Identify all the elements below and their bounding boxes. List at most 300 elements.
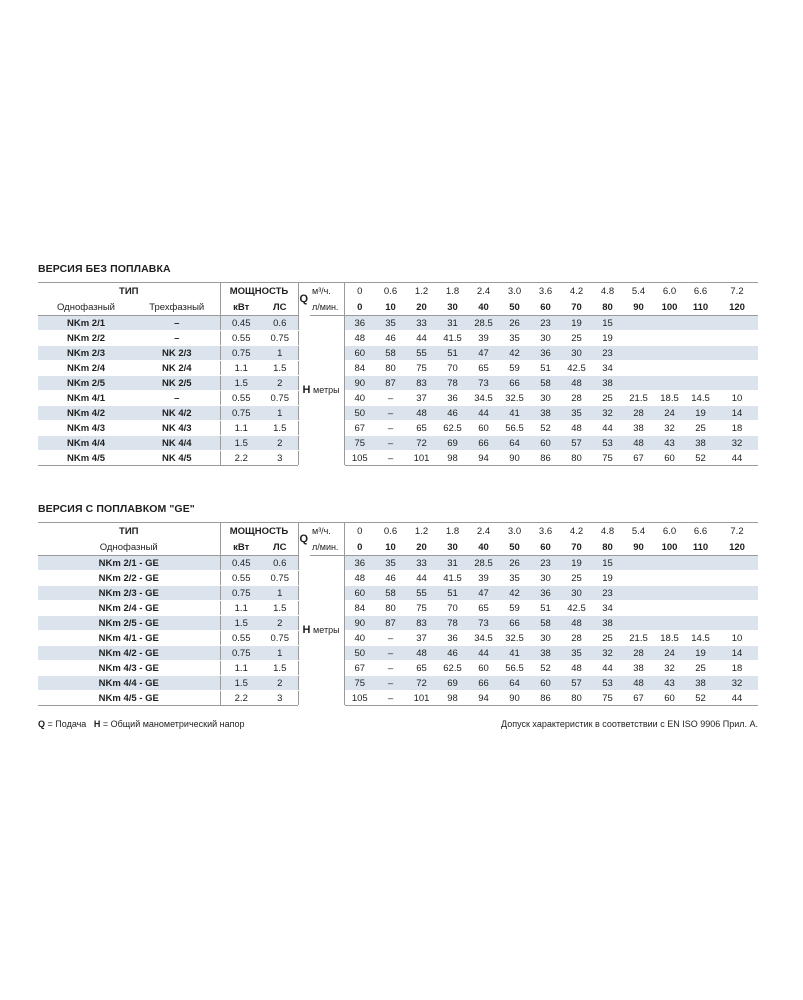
head-value: 105: [344, 691, 375, 706]
model-single-phase: NKm 4/2 - GE: [38, 646, 220, 661]
head-value: 14: [716, 406, 758, 421]
head-value: 65: [468, 361, 499, 376]
head-value: 32: [592, 406, 623, 421]
head-value: 41: [499, 406, 530, 421]
head-value: 33: [406, 556, 437, 571]
flow-m3h-value: 1.8: [437, 523, 468, 540]
flow-lmin-value: 110: [685, 539, 716, 556]
power-kw: 0.55: [220, 391, 262, 406]
power-hp: 0.75: [262, 571, 298, 586]
model-three-phase: NK 2/4: [134, 361, 220, 376]
head-value: [654, 601, 685, 616]
power-hp: 0.75: [262, 631, 298, 646]
table-row: [38, 331, 758, 346]
head-value: 48: [344, 331, 375, 346]
head-value: 60: [654, 451, 685, 466]
head-value: 44: [468, 646, 499, 661]
flow-m3h-value: 1.8: [437, 283, 468, 300]
flow-m3h-value: 3.0: [499, 523, 530, 540]
head-value: 66: [499, 376, 530, 391]
head-value: 69: [437, 676, 468, 691]
power-hp: 2: [262, 376, 298, 391]
power-kw: 0.45: [220, 316, 262, 331]
head-value: [623, 361, 654, 376]
head-value: 51: [530, 361, 561, 376]
head-value: 23: [530, 316, 561, 331]
power-header: МОЩНОСТЬ: [220, 523, 298, 540]
flow-m3h-value: 6.0: [654, 523, 685, 540]
head-value: 48: [561, 421, 592, 436]
head-value: 58: [530, 376, 561, 391]
head-value: [716, 571, 758, 586]
head-value: 33: [406, 316, 437, 331]
head-value: [623, 616, 654, 631]
head-value: 67: [623, 691, 654, 706]
head-value: 44: [716, 691, 758, 706]
head-value: 48: [561, 661, 592, 676]
head-value: 43: [654, 676, 685, 691]
head-value: [654, 571, 685, 586]
head-value: 18: [716, 421, 758, 436]
head-value: 58: [375, 346, 406, 361]
power-hp: 3: [262, 691, 298, 706]
table-row: [38, 346, 758, 361]
head-value: 48: [344, 571, 375, 586]
head-value: 32: [716, 436, 758, 451]
head-value: [654, 556, 685, 571]
head-value: 52: [530, 661, 561, 676]
head-value: 46: [437, 646, 468, 661]
flow-lmin-value: 30: [437, 299, 468, 316]
head-value: 15: [592, 316, 623, 331]
head-value: 40: [344, 391, 375, 406]
head-value: 18.5: [654, 631, 685, 646]
head-value: 19: [592, 571, 623, 586]
model-single-phase: NKm 2/4: [38, 361, 134, 376]
unit-m3-label: [310, 283, 344, 300]
flow-lmin-value: 20: [406, 539, 437, 556]
head-value: 75: [344, 676, 375, 691]
head-value: 30: [530, 631, 561, 646]
head-value: 52: [530, 421, 561, 436]
flow-m3h-value: 7.2: [716, 283, 758, 300]
head-value: –: [375, 661, 406, 676]
head-value: 90: [499, 451, 530, 466]
power-kw: 0.45: [220, 556, 262, 571]
head-value: 35: [561, 406, 592, 421]
table-row: [38, 661, 758, 676]
performance-table: [38, 522, 758, 706]
power-hp: 2: [262, 436, 298, 451]
head-value: 48: [561, 376, 592, 391]
head-value: 58: [375, 586, 406, 601]
head-value: 25: [561, 571, 592, 586]
head-value: 101: [406, 451, 437, 466]
head-value: 46: [375, 571, 406, 586]
flow-m3h-value: 6.6: [685, 283, 716, 300]
head-value: 35: [561, 646, 592, 661]
flow-m3h-value: 1.2: [406, 523, 437, 540]
flow-lmin-value: 90: [623, 539, 654, 556]
flow-m3h-value: 5.4: [623, 523, 654, 540]
head-value: 38: [592, 616, 623, 631]
head-value: [716, 616, 758, 631]
head-value: 42: [499, 586, 530, 601]
power-kw: 0.55: [220, 571, 262, 586]
head-value: –: [375, 406, 406, 421]
head-value: 48: [561, 616, 592, 631]
head-value: [685, 556, 716, 571]
table-row: [38, 631, 758, 646]
model-three-phase: NK 4/5: [134, 451, 220, 466]
power-hp: 1: [262, 346, 298, 361]
flow-m3h-value: 0.6: [375, 523, 406, 540]
head-value: 34.5: [468, 631, 499, 646]
flow-m3h-value: 4.2: [561, 523, 592, 540]
head-value: [685, 616, 716, 631]
head-value: 87: [375, 376, 406, 391]
unit-lmin-label: л/мин.: [310, 299, 344, 316]
head-value: [716, 556, 758, 571]
power-kw: 2.2: [220, 451, 262, 466]
head-value: 60: [468, 661, 499, 676]
head-value: 32.5: [499, 391, 530, 406]
head-value: –: [375, 631, 406, 646]
model-single-phase: NKm 2/4 - GE: [38, 601, 220, 616]
head-value: 44: [592, 661, 623, 676]
head-value: 14.5: [685, 631, 716, 646]
model-single-phase: NKm 2/2 - GE: [38, 571, 220, 586]
head-value: [685, 331, 716, 346]
flow-m3h-value: 0.6: [375, 283, 406, 300]
head-value: 14: [716, 646, 758, 661]
power-kw: 0.75: [220, 586, 262, 601]
head-value: 72: [406, 436, 437, 451]
head-value: 53: [592, 436, 623, 451]
head-value: 36: [530, 346, 561, 361]
flow-lmin-value: 40: [468, 539, 499, 556]
head-value: 55: [406, 346, 437, 361]
table-row: [38, 676, 758, 691]
head-value: [685, 571, 716, 586]
flow-m3h-value: 3.0: [499, 283, 530, 300]
table-row: [38, 616, 758, 631]
power-kw: 0.75: [220, 406, 262, 421]
model-three-phase: NK 2/3: [134, 346, 220, 361]
table-row: [38, 316, 758, 331]
head-value: [654, 331, 685, 346]
head-value: 52: [685, 691, 716, 706]
head-value: 37: [406, 631, 437, 646]
table-row: [38, 691, 758, 706]
head-value: 14.5: [685, 391, 716, 406]
flow-lmin-value: 90: [623, 299, 654, 316]
head-value: 38: [685, 436, 716, 451]
section-title: ВЕРСИЯ БЕЗ ПОПЛАВКА: [38, 263, 171, 275]
head-value: 44: [716, 451, 758, 466]
head-value: 37: [406, 391, 437, 406]
head-value: 34.5: [468, 391, 499, 406]
section-with-float-ge: [38, 502, 758, 706]
head-value: 19: [685, 646, 716, 661]
head-value: 67: [623, 451, 654, 466]
head-value: 58: [530, 616, 561, 631]
power-kw: 0.75: [220, 646, 262, 661]
model-single-phase: NKm 4/5: [38, 451, 134, 466]
head-value: 26: [499, 316, 530, 331]
head-value: 28.5: [468, 556, 499, 571]
head-value: 25: [685, 661, 716, 676]
flow-m3h-value: 6.6: [685, 523, 716, 540]
flow-m3h-value: 6.0: [654, 283, 685, 300]
head-value: 24: [654, 646, 685, 661]
head-value: 34: [592, 601, 623, 616]
head-value: 48: [623, 436, 654, 451]
head-value: 30: [530, 571, 561, 586]
head-value: 25: [561, 331, 592, 346]
q-label: Q: [298, 283, 310, 316]
power-hp: 1.5: [262, 661, 298, 676]
head-value: 60: [344, 346, 375, 361]
head-value: 35: [499, 571, 530, 586]
head-value: 25: [685, 421, 716, 436]
head-value: 75: [592, 451, 623, 466]
head-value: 36: [344, 556, 375, 571]
head-value: 59: [499, 601, 530, 616]
head-value: 55: [406, 586, 437, 601]
head-value: [716, 331, 758, 346]
head-value: 75: [344, 436, 375, 451]
head-value: [716, 361, 758, 376]
head-value: 67: [344, 421, 375, 436]
model-single-phase: NKm 2/1 - GE: [38, 556, 220, 571]
head-value: –: [375, 436, 406, 451]
head-value: 86: [530, 451, 561, 466]
power-kw: 1.5: [220, 616, 262, 631]
head-value: 80: [375, 601, 406, 616]
head-value: 53: [592, 676, 623, 691]
head-value: 32: [654, 421, 685, 436]
performance-table: [38, 282, 758, 466]
head-value: [716, 601, 758, 616]
head-value: 35: [375, 316, 406, 331]
head-value: 41.5: [437, 571, 468, 586]
head-value: 98: [437, 451, 468, 466]
head-value: 64: [499, 676, 530, 691]
head-value: 41: [499, 646, 530, 661]
single-phase-header: Однофазный: [38, 539, 220, 556]
head-value: 98: [437, 691, 468, 706]
flow-m3h-value: 2.4: [468, 283, 499, 300]
model-single-phase: NKm 4/2: [38, 406, 134, 421]
head-value: 75: [406, 361, 437, 376]
head-value: 60: [530, 436, 561, 451]
head-value: 19: [592, 331, 623, 346]
flow-lmin-value: 80: [592, 539, 623, 556]
head-value: 44: [592, 421, 623, 436]
power-hp: 0.6: [262, 316, 298, 331]
head-value: 86: [530, 691, 561, 706]
head-value: 21.5: [623, 631, 654, 646]
model-single-phase: NKm 4/5 - GE: [38, 691, 220, 706]
head-value: 44: [406, 571, 437, 586]
head-value: 90: [344, 376, 375, 391]
head-value: [685, 346, 716, 361]
h-unit: метры: [313, 625, 340, 635]
head-value: 57: [561, 436, 592, 451]
power-kw: 1.1: [220, 661, 262, 676]
head-value: [654, 616, 685, 631]
table-row: [38, 361, 758, 376]
head-value: 26: [499, 556, 530, 571]
head-value: 66: [468, 676, 499, 691]
flow-lmin-value: 50: [499, 539, 530, 556]
head-value: 18: [716, 661, 758, 676]
head-value: 59: [499, 361, 530, 376]
h-unit: метры: [313, 385, 340, 395]
head-value: 42.5: [561, 361, 592, 376]
flow-m3h-value: 3.6: [530, 523, 561, 540]
head-value: 10: [716, 631, 758, 646]
head-value: 60: [344, 586, 375, 601]
head-value: 51: [437, 346, 468, 361]
head-value: 30: [561, 346, 592, 361]
power-kw: 0.55: [220, 631, 262, 646]
power-hp: 1: [262, 646, 298, 661]
head-value: 57: [561, 676, 592, 691]
head-value: 30: [530, 391, 561, 406]
head-value: 15: [592, 556, 623, 571]
three-phase-header: Трехфазный: [134, 299, 220, 316]
head-value: [623, 346, 654, 361]
flow-lmin-value: 20: [406, 299, 437, 316]
head-value: 64: [499, 436, 530, 451]
head-value: 25: [592, 391, 623, 406]
power-kw: 1.5: [220, 376, 262, 391]
tolerance-note: Допуск характеристик в соответствии с EN ISO 9906 Прил. А.: [501, 719, 758, 729]
head-value: 75: [592, 691, 623, 706]
power-hp: 2: [262, 676, 298, 691]
head-value: 50: [344, 646, 375, 661]
head-value: [685, 376, 716, 391]
flow-lmin-value: 0: [344, 539, 375, 556]
table-row: [38, 391, 758, 406]
head-value: 42: [499, 346, 530, 361]
flow-m3h-value: 3.6: [530, 283, 561, 300]
power-hp: 3: [262, 451, 298, 466]
head-value: 28: [623, 406, 654, 421]
head-value: 83: [406, 376, 437, 391]
head-value: 78: [437, 376, 468, 391]
table-row: [38, 376, 758, 391]
flow-lmin-value: 120: [716, 299, 758, 316]
power-kw: 0.55: [220, 331, 262, 346]
unit-m3-text: м³/ч.: [312, 285, 331, 296]
head-value: 38: [530, 646, 561, 661]
table-row: [38, 646, 758, 661]
head-value: 94: [468, 451, 499, 466]
model-single-phase: NKm 2/5 - GE: [38, 616, 220, 631]
head-value: 36: [437, 631, 468, 646]
head-value: 38: [530, 406, 561, 421]
single-phase-header: Однофазный: [38, 299, 134, 316]
head-value: 51: [530, 601, 561, 616]
model-single-phase: NKm 2/1: [38, 316, 134, 331]
footnote: [38, 717, 758, 731]
head-value: 35: [499, 331, 530, 346]
head-value: 84: [344, 601, 375, 616]
power-hp: 0.75: [262, 391, 298, 406]
q-key: Q: [38, 719, 46, 729]
flow-lmin-value: 10: [375, 299, 406, 316]
head-value: 31: [437, 556, 468, 571]
flow-lmin-value: 70: [561, 539, 592, 556]
model-single-phase: NKm 4/1: [38, 391, 134, 406]
flow-m3h-value: 0: [344, 523, 375, 540]
model-three-phase: NK 2/5: [134, 376, 220, 391]
power-hp: 1.5: [262, 601, 298, 616]
power-kw: 2.2: [220, 691, 262, 706]
h-text: = Общий манометрический напор: [102, 719, 245, 729]
type-header: ТИП: [38, 523, 220, 540]
head-value: [685, 601, 716, 616]
flow-lmin-value: 30: [437, 539, 468, 556]
head-value: 48: [406, 646, 437, 661]
head-value: [716, 316, 758, 331]
head-value: [685, 316, 716, 331]
head-value: 65: [406, 661, 437, 676]
head-value: [623, 316, 654, 331]
head-value: 51: [437, 586, 468, 601]
power-kw: 1.5: [220, 436, 262, 451]
head-value: –: [375, 676, 406, 691]
head-value: [623, 601, 654, 616]
flow-m3h-value: 2.4: [468, 523, 499, 540]
head-value: [685, 586, 716, 601]
head-value: 18.5: [654, 391, 685, 406]
model-single-phase: NKm 2/5: [38, 376, 134, 391]
head-value: 52: [685, 451, 716, 466]
head-value: 60: [530, 676, 561, 691]
head-value: 38: [623, 421, 654, 436]
head-value: 73: [468, 616, 499, 631]
model-single-phase: NKm 4/4 - GE: [38, 676, 220, 691]
head-value: 60: [468, 421, 499, 436]
head-value: 41.5: [437, 331, 468, 346]
model-single-phase: NKm 4/1 - GE: [38, 631, 220, 646]
head-value: 90: [499, 691, 530, 706]
head-value: 65: [468, 601, 499, 616]
head-value: [623, 556, 654, 571]
model-three-phase: –: [134, 391, 220, 406]
head-value: 28: [561, 391, 592, 406]
head-value: 46: [375, 331, 406, 346]
head-value: 70: [437, 361, 468, 376]
power-hp: 2: [262, 616, 298, 631]
model-three-phase: –: [134, 331, 220, 346]
head-value: 36: [437, 391, 468, 406]
head-value: 67: [344, 661, 375, 676]
head-value: 47: [468, 586, 499, 601]
power-hp: 1: [262, 406, 298, 421]
head-value: 34: [592, 361, 623, 376]
head-value: [716, 586, 758, 601]
head-value: 56.5: [499, 661, 530, 676]
flow-lmin-value: 60: [530, 539, 561, 556]
head-value: 75: [406, 601, 437, 616]
flow-lmin-value: 60: [530, 299, 561, 316]
head-value: 38: [685, 676, 716, 691]
